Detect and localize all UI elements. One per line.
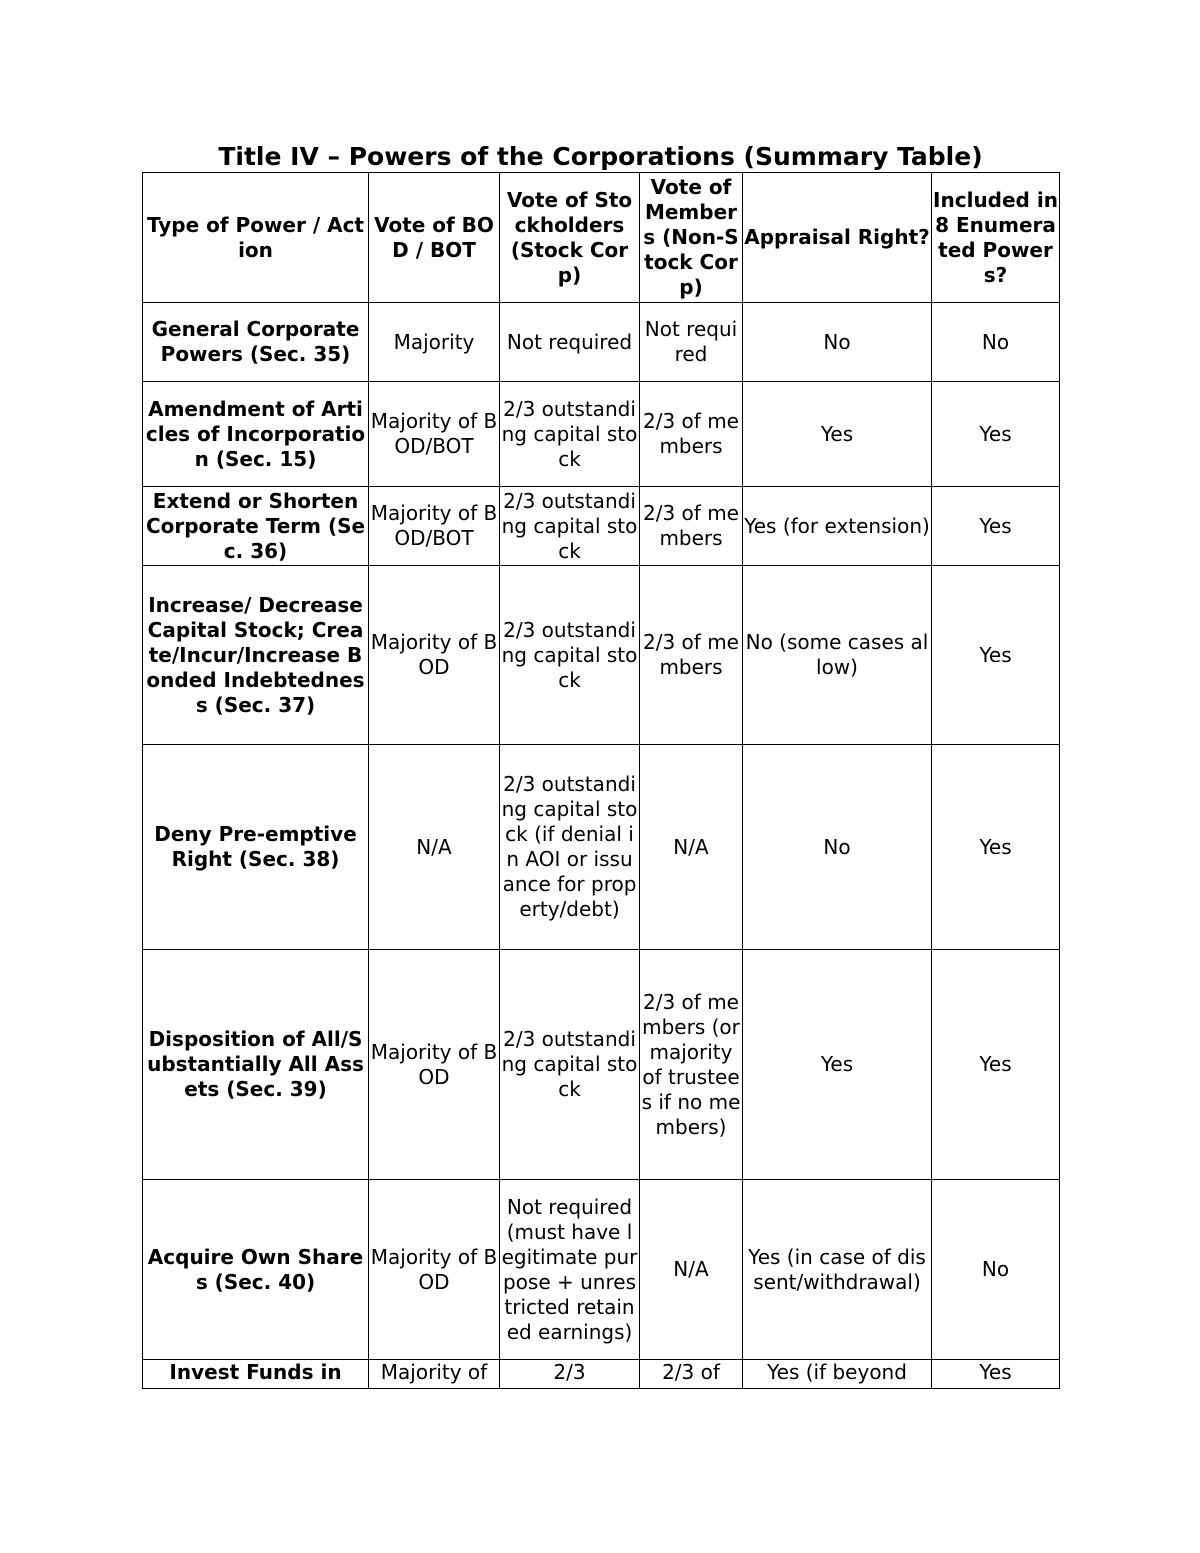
action-cell: Increase/ Decrease Capital Stock; Create/Incur/Increase Bonded Indebtedness (Sec. 37)	[143, 566, 369, 745]
members-vote-cell: N/A	[640, 1180, 743, 1360]
stockholders-vote-cell: 2/3 outstanding capital stock	[500, 382, 640, 487]
column-header-vote-bod-bot: Vote of BOD / BOT	[369, 173, 500, 303]
stockholders-vote-cell: Not required (must have legitimate purpose + unrestricted retained earnings)	[500, 1180, 640, 1360]
bod-vote-cell: Majority of BOD	[369, 1180, 500, 1360]
action-cell: Amendment of Articles of Incorporation (Sec. 15)	[143, 382, 369, 487]
page-title: Title IV – Powers of the Corporations (Summary Table)	[218, 142, 983, 171]
stockholders-vote-cell: 2/3 outstanding capital stock	[500, 566, 640, 745]
action-cell: Invest Funds in	[143, 1360, 369, 1389]
appraisal-right-cell: Yes (in case of dissent/withdrawal)	[743, 1180, 932, 1360]
bod-vote-cell: Majority of BOD/BOT	[369, 487, 500, 566]
enumerated-power-cell: Yes	[932, 487, 1060, 566]
table-row	[143, 303, 1060, 382]
action-cell: Extend or Shorten Corporate Term (Sec. 36)	[143, 487, 369, 566]
action-cell: Deny Pre-emptive Right (Sec. 38)	[143, 745, 369, 950]
stockholders-vote-cell: Not required	[500, 303, 640, 382]
enumerated-power-cell: Yes	[932, 382, 1060, 487]
table-row	[143, 1180, 1060, 1360]
members-vote-cell: N/A	[640, 745, 743, 950]
bod-vote-cell: Majority of BOD	[369, 950, 500, 1180]
header-row	[143, 173, 1060, 303]
powers-summary-table	[142, 172, 1060, 1389]
stockholders-vote-cell: 2/3 outstanding capital stock	[500, 950, 640, 1180]
stockholders-vote-cell: 2/3 outstanding capital stock (if denial in AOI or issuance for property/debt)	[500, 745, 640, 950]
appraisal-right-cell: No	[743, 303, 932, 382]
bod-vote-cell: Majority of BOD/BOT	[369, 382, 500, 487]
bod-vote-cell: Majority of BOD	[369, 566, 500, 745]
appraisal-right-cell: Yes	[743, 382, 932, 487]
members-vote-cell: 2/3 of	[640, 1360, 743, 1389]
table-row	[143, 1360, 1060, 1389]
appraisal-right-cell: Yes (if beyond	[743, 1360, 932, 1389]
members-vote-cell: 2/3 of members	[640, 566, 743, 745]
stockholders-vote-cell: 2/3	[500, 1360, 640, 1389]
stockholders-vote-cell: 2/3 outstanding capital stock	[500, 487, 640, 566]
bod-vote-cell: Majority of	[369, 1360, 500, 1389]
bod-vote-cell: Majority	[369, 303, 500, 382]
table-row	[143, 745, 1060, 950]
members-vote-cell: 2/3 of members	[640, 382, 743, 487]
table-row	[143, 382, 1060, 487]
column-header-enumerated-powers: Included in 8 Enumerated Powers?	[932, 173, 1060, 303]
table-row	[143, 950, 1060, 1180]
enumerated-power-cell: Yes	[932, 566, 1060, 745]
action-cell: Acquire Own Shares (Sec. 40)	[143, 1180, 369, 1360]
action-cell: Disposition of All/Substantially All Assets (Sec. 39)	[143, 950, 369, 1180]
table-row	[143, 487, 1060, 566]
action-cell: General Corporate Powers (Sec. 35)	[143, 303, 369, 382]
members-vote-cell: 2/3 of members (or majority of trustees if no members)	[640, 950, 743, 1180]
enumerated-power-cell: Yes	[932, 745, 1060, 950]
enumerated-power-cell: Yes	[932, 950, 1060, 1180]
column-header-type-of-power: Type of Power / Action	[143, 173, 369, 303]
appraisal-right-cell: Yes (for extension)	[743, 487, 932, 566]
enumerated-power-cell: No	[932, 1180, 1060, 1360]
column-header-appraisal-right: Appraisal Right?	[743, 173, 932, 303]
column-header-vote-stockholders: Vote of Stockholders (Stock Corp)	[500, 173, 640, 303]
members-vote-cell: 2/3 of members	[640, 487, 743, 566]
enumerated-power-cell: Yes	[932, 1360, 1060, 1389]
column-header-vote-members: Vote of Members (Non-Stock Corp)	[640, 173, 743, 303]
appraisal-right-cell: Yes	[743, 950, 932, 1180]
appraisal-right-cell: No	[743, 745, 932, 950]
enumerated-power-cell: No	[932, 303, 1060, 382]
bod-vote-cell: N/A	[369, 745, 500, 950]
table-row	[143, 566, 1060, 745]
appraisal-right-cell: No (some cases allow)	[743, 566, 932, 745]
members-vote-cell: Not required	[640, 303, 743, 382]
